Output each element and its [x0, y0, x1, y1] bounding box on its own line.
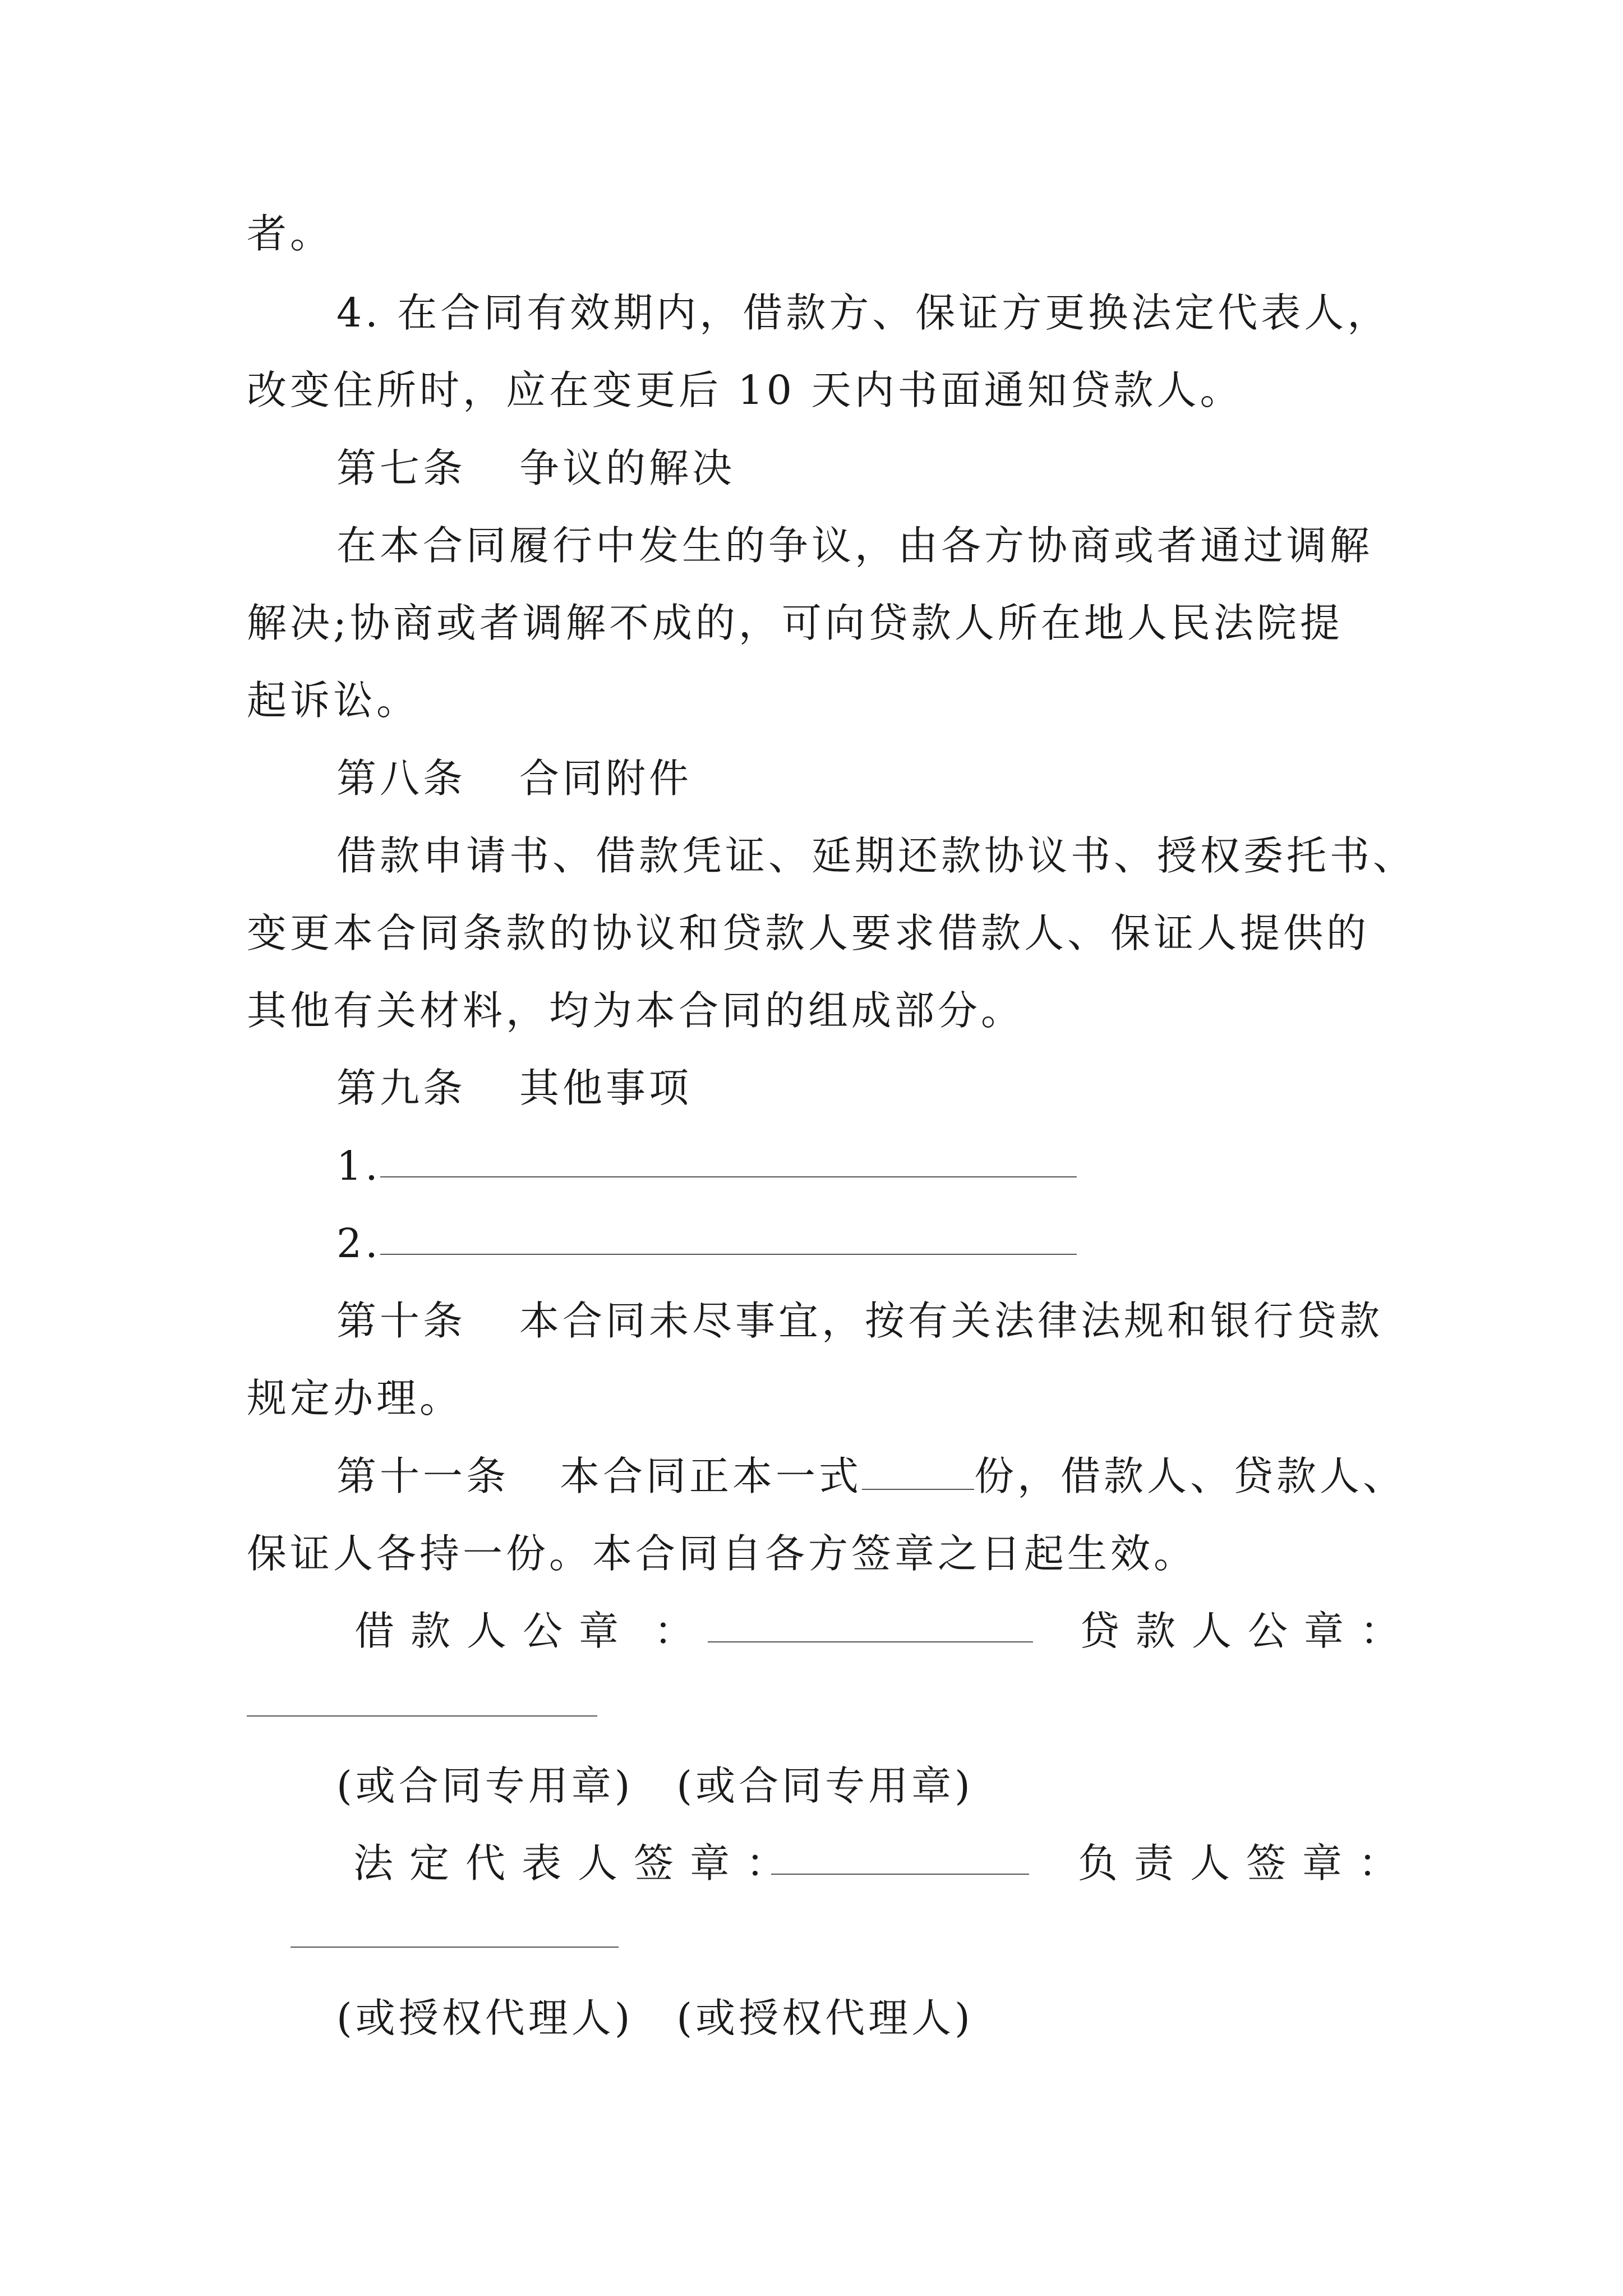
- article11-body-part2: 份，借款人、贷款人、: [974, 1453, 1407, 1499]
- article6-item4-line1: 4. 在合同有效期内，借款方、保证方更换法定代表人，: [336, 289, 1391, 336]
- article9-title: 第九条: [336, 1065, 467, 1111]
- article11-title: 第十一条: [336, 1453, 510, 1499]
- legal-rep-signature-label: 法定代表人签章：: [353, 1840, 803, 1887]
- article8-body-line1: 借款申请书、借款凭证、延期还款协议书、授权委托书、: [336, 832, 1417, 879]
- article11-body-part1: 本合同正本一式: [560, 1453, 863, 1499]
- article10-line1: [336, 1296, 1383, 1346]
- article9-heading: 其他事项: [519, 1065, 693, 1111]
- article9-item2-blank[interactable]: [380, 1254, 1077, 1255]
- article10-title: 第十条: [336, 1297, 467, 1344]
- text-line: 者。: [247, 210, 334, 257]
- article7-heading-line: [336, 443, 735, 494]
- borrower-seal-label: 借款人公章: [354, 1608, 635, 1654]
- article8-body-line3: 其他有关材料，均为本合同的组成部分。: [247, 987, 1025, 1034]
- lender-seal-blank[interactable]: [247, 1715, 597, 1717]
- article9-item2: [336, 1218, 381, 1269]
- article8-title: 第八条: [336, 755, 467, 802]
- article10-body: 本合同未尽事宜，按有关法律法规和银行贷款: [519, 1297, 1384, 1344]
- lender-seal-label: 贷款人公章：: [1080, 1608, 1417, 1654]
- article9-item1-number: 1.: [336, 1143, 381, 1189]
- responsible-person-signature-label: 负责人签章：: [1078, 1840, 1415, 1887]
- article9-item1: [336, 1141, 381, 1191]
- article7-title: 第七条: [336, 445, 467, 491]
- contract-seal-note: (或合同专用章) (或合同专用章): [336, 1763, 974, 1809]
- article8-heading: 合同附件: [519, 755, 693, 802]
- article11-line2: 保证人各持一份。本合同自各方签章之日起生效。: [247, 1530, 1197, 1577]
- responsible-person-signature-blank[interactable]: [291, 1947, 619, 1948]
- borrower-seal-colon: ：: [654, 1608, 698, 1654]
- article9-item1-blank[interactable]: [380, 1176, 1077, 1177]
- article7-heading: 争议的解决: [519, 445, 736, 491]
- article7-body-line2: 解决;协商或者调解不成的，可向贷款人所在地人民法院提: [247, 600, 1343, 646]
- article8-body-line2: 变更本合同条款的协议和贷款人要求借款人、保证人提供的: [247, 910, 1370, 956]
- article9-item2-number: 2.: [336, 1220, 381, 1267]
- copies-count-blank[interactable]: [862, 1461, 974, 1490]
- article9-heading-line: [336, 1063, 692, 1114]
- article6-item4-line2: 改变住所时，应在变更后 10 天内书面通知贷款人。: [247, 367, 1243, 413]
- authorized-agent-note: (或授权代理人) (或授权代理人): [336, 1995, 974, 2041]
- article8-heading-line: [336, 753, 692, 804]
- article7-body-line3: 起诉讼。: [247, 677, 420, 724]
- article10-line2: 规定办理。: [247, 1375, 463, 1421]
- legal-rep-signature-blank[interactable]: [771, 1874, 1029, 1875]
- article7-body-line1: 在本合同履行中发生的争议，由各方协商或者通过调解: [336, 522, 1373, 569]
- borrower-seal-blank[interactable]: [708, 1641, 1033, 1642]
- article11-line1: [336, 1451, 1406, 1502]
